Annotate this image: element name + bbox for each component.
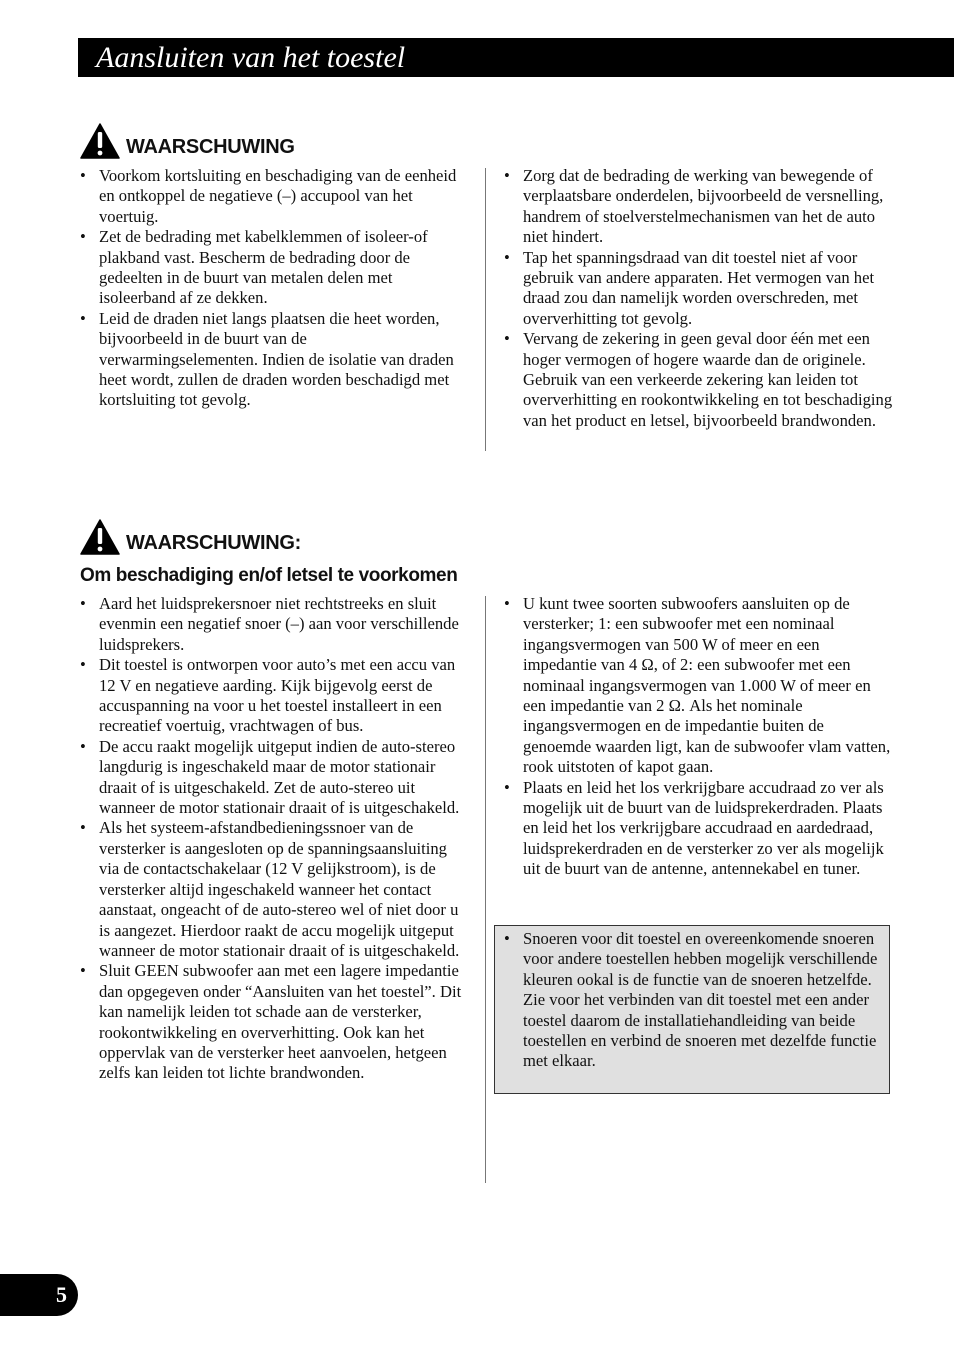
list-item: • Tap het spanningsdraad van dit toestel niet af voor gebruik van andere apparaten. Het vermogen van het draad zou dan namelijk worden overschreden, met oververhitting tot gevolg. — [504, 247, 875, 328]
bullet: • — [504, 777, 510, 797]
column-divider — [485, 168, 486, 451]
bullet: • — [504, 594, 510, 613]
page-number: 5 — [0, 1274, 78, 1316]
note-list — [504, 929, 882, 1072]
note-box — [494, 925, 890, 1094]
bullet: • — [80, 655, 86, 675]
warning-heading-text: WAARSCHUWING — [126, 136, 295, 158]
page-title: Aansluiten van het toestel — [78, 38, 954, 77]
warning-heading-text: WAARSCHUWING: — [126, 532, 301, 554]
list-item: • Zet de bedrading met kabelklemmen of isoleer-of plakband vast. Bescherm de bedrading door de gedeelten in de buurt van metalen delen met isoleerband af ze dekken. — [80, 227, 428, 308]
list-item: • Dit toestel is ontworpen voor auto’s met een accu van 12 V en negatieve aarding. Kijk bijgevolg eerst de accuspanning na voor u het toestel installeert in een recreatief voertuig, vrachtwagen of bus. — [80, 655, 456, 736]
warning-heading-1 — [80, 122, 295, 159]
bullet: • — [80, 308, 86, 328]
bullet: • — [80, 736, 86, 756]
warning-triangle-icon — [80, 123, 120, 159]
bullet: • — [80, 594, 86, 613]
list-item: • Sluit GEEN subwoofer aan met een lagere impedantie dan opgegeven onder “Aansluiten van het toestel”. Dit kan namelijk leiden tot schade aan de versterker, rookontwikkeling en oververhitting. Ook kan het oppervlak van de versterker heet aanvoelen, hetgeen zelfs kan leiden tot lichte brandwonden. — [80, 961, 462, 1083]
list-item: • U kunt twee soorten subwoofers aansluiten op de versterker; 1: een subwoofer met een nominaal ingangsvermogen van 500 W of meer en een impedantie van 4 Ω, of 2: een subwoofer met een nominaal ingangsvermogen van 1.000 W of meer en een impedantie van 2 Ω. Als het nominale ingangsvermogen en de impedantie buiten de genoemde waarden ligt, kan de subwoofer vlam vatten, rook uitstoten of kapot gaan. — [504, 594, 891, 777]
bullet: • — [80, 227, 86, 247]
bullet: • — [80, 961, 86, 981]
list-item: • Aard het luidsprekersnoer niet rechtstreeks en sluit evenmin een negatief snoer (–) aan voor verschillende luidsprekers. — [80, 594, 459, 654]
list-item: • Voorkom kortsluiting en beschadiging van de eenheid en ontkoppel de negatieve (–) accupool van het voertuig. — [80, 166, 457, 226]
list-item — [504, 929, 882, 1072]
bullet: • — [504, 329, 510, 349]
list-item: • Leid de draden niet langs plaatsen die heet worden, bijvoorbeeld in de buurt van de verwarmingselementen. Indien de isolatie van draden heet wordt, zullen de draden worden beschadigd met kortsluiting tot gevolg. — [80, 308, 454, 410]
bullet: • — [80, 818, 86, 838]
warning-list-2-left — [80, 594, 468, 1084]
list-item: • De accu raakt mogelijk uitgeput indien de auto-stereo langdurig is ingeschakeld maar de motor stationair draait of is uitgeschakeld. Zet de auto-stereo uit wanneer de motor stationair draait of is uitgeschakeld. — [80, 736, 460, 818]
warning-list-1-right — [504, 166, 894, 431]
list-item: • Plaats en leid het los verkrijgbare accudraad zo ver als mogelijk uit de buurt van de luidsprekerdraden. Plaats en leid het los verkrijgbare accudraad en aardedraad, luidsprekerdraden en de versterker zo ver als mogelijk uit de buurt van de antenne, antennekabel en tuner. — [504, 777, 884, 879]
bullet: • — [504, 247, 510, 267]
column-divider — [485, 596, 486, 1183]
list-item: • Zorg dat de bedrading de werking van bewegende of verplaatsbare onderdelen, bijvoorbeeld de versnelling, handrem of stoelverstelmechanismen van het de auto niet hindert. — [504, 166, 884, 247]
warning-triangle-icon — [80, 519, 120, 555]
warning-list-2-right — [504, 594, 894, 880]
list-item: • Vervang de zekering in geen geval door één met een hoger vermogen of hogere waarde dan de originele. Gebruik van een verkeerde zekering kan leiden tot oververhitting en rookontwikkeling en tot beschadiging van het product en letsel, bijvoorbeeld brandwonden. — [504, 329, 893, 430]
list-item: • Als het systeem-afstandbedieningssnoer van de versterker is aangesloten op de spanningsaansluiting via de contactschakelaar (12 V gelijkstroom), is de versterker altijd ingeschakeld wanneer het contact aanstaat, ongeacht of de auto-stereo wel of niet door u is aangezet. Hierdoor raakt de accu mogelijk uitgeput wanneer de motor stationair draait of is uitgeschakeld. — [80, 818, 460, 960]
bullet: • — [80, 166, 86, 185]
bullet: • — [504, 166, 510, 185]
warning-list-1-left — [80, 166, 468, 411]
warning-heading-2 — [80, 518, 301, 555]
note-text: Snoeren voor dit toestel en overeenkomende snoeren voor andere toestellen hebben mogelijk verschillende kleuren ookal is de functie van de snoeren hetzelfde. Zie voor het verbinden van dit toestel met een ander toestel daarom de installatiehandleiding van beide toestellen en verbind de snoeren met dezelfde functie met elkaar. — [523, 929, 878, 1071]
warning-subheading: Om beschadiging en/of letsel te voorkomen — [80, 565, 458, 586]
bullet: • — [504, 929, 510, 948]
